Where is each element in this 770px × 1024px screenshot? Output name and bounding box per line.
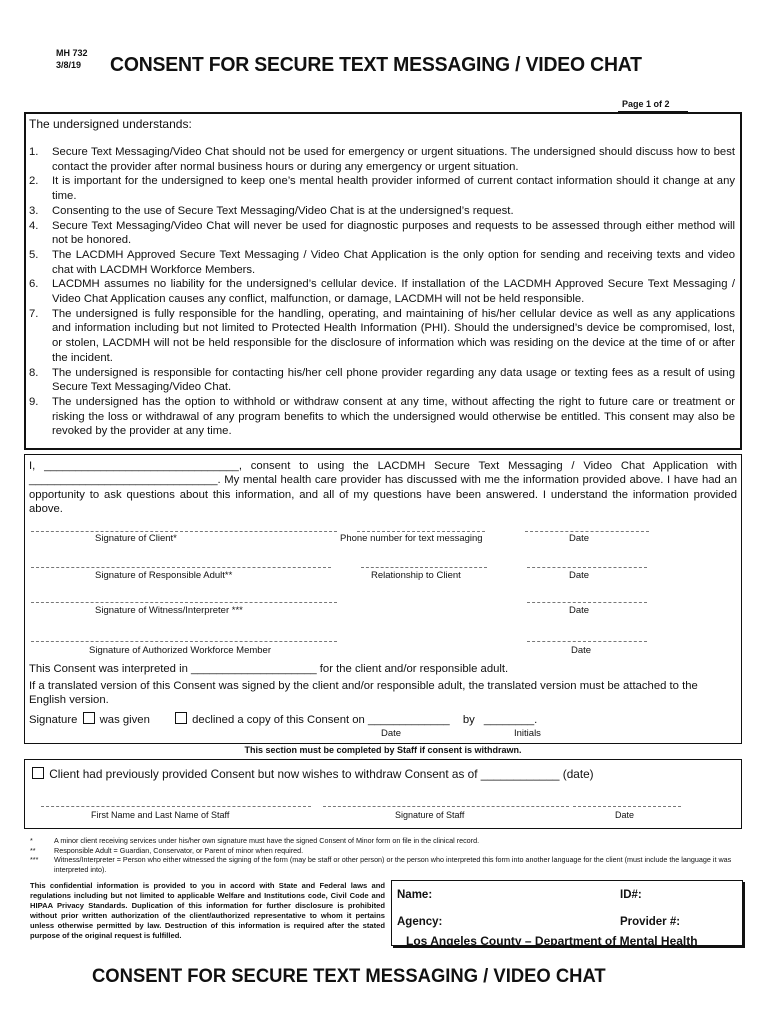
staff-signature-caption: Signature of Staff xyxy=(395,810,465,820)
id-label: ID#: xyxy=(620,889,642,901)
confidentiality-notice: This confidential information is provided to you in accord with State and Federal laws and regulations including but not limited to applicable Welfare and Institutions code, Civil Code and HIPAA Privacy Standards. Duplication of this information for further disclosure is prohibited without prior written authorization of the client/authorized representative to whom it pertains unless otherwise permitted by law. Destruction of this information is required after the stated purpose of the original request is fulfilled. xyxy=(30,881,385,940)
client-signature-caption: Signature of Client* xyxy=(95,533,177,544)
interpreted-line: This Consent was interpreted in ____________________ for the client and/or responsible adult. xyxy=(29,663,509,675)
client-id-box xyxy=(391,880,743,946)
witness-date-line[interactable] xyxy=(527,602,647,603)
withdrawal-box xyxy=(24,759,742,829)
consent-box xyxy=(24,454,742,744)
declined-date-field[interactable]: _____________ xyxy=(367,714,450,726)
staff-name-caption: First Name and Last Name of Staff xyxy=(91,810,230,820)
staff-signature-line[interactable] xyxy=(323,806,569,807)
declined-row: declined a copy of this Consent on _____________ by ________. xyxy=(173,712,537,726)
footnotes xyxy=(30,836,740,874)
translated-line: If a translated version of this Consent was signed by the client and/or responsible adult, the translated version must be attached to the English version. xyxy=(29,680,698,706)
terms-list xyxy=(29,145,735,439)
witness-signature-line[interactable] xyxy=(31,602,337,603)
witness-caption: Signature of Witness/Interpreter *** xyxy=(95,605,243,616)
form-date: 3/8/19 xyxy=(56,60,82,70)
withdraw-row: Client had previously provided Consent but now wishes to withdraw Consent as of ____________ (date) xyxy=(30,767,594,781)
agency-label: Agency: xyxy=(397,916,443,928)
terms-intro: The undersigned understands: xyxy=(29,117,192,131)
initials-caption: Initials xyxy=(514,728,541,739)
copy-given-row: Signature was given xyxy=(29,714,150,726)
client-date-line[interactable] xyxy=(525,531,649,532)
staff-date-caption: Date xyxy=(615,810,635,820)
term-item: 4. Secure Text Messaging/Video Chat will never be used for diagnostic purposes and requests to be assessed through either method will not be honored. xyxy=(29,219,735,247)
initials-field[interactable]: ________. xyxy=(483,714,538,726)
footer-title: CONSENT FOR SECURE TEXT MESSAGING / VIDEO CHAT xyxy=(92,966,606,987)
client-signature-line[interactable] xyxy=(31,531,337,532)
footnote: *** Witness/Interpreter = Person who either witnessed the signing of the form (may be staff or other person) or the person who interpreted this form into another language for the client (must include the language it was interpreted into). xyxy=(30,855,732,874)
responsible-date-line[interactable] xyxy=(527,567,647,568)
staff-name-line[interactable] xyxy=(41,806,311,807)
workforce-date-line[interactable] xyxy=(527,641,647,642)
term-item: 6. LACDMH assumes no liability for the undersigned’s cellular device. If installation of the LACDMH Approved Secure Text Messaging / Video Chat Application causes any conflict, malfunction, or damage, LACDMH will not be held responsible. xyxy=(29,278,735,306)
date-small-caption: Date xyxy=(381,728,402,739)
form-code-block xyxy=(56,47,88,71)
term-item: 7. The undersigned is fully responsible for the handling, operating, and maintaining of his/her cellular device as well as any applications and information including but not limited to Protected Health Information (PHI). Should the undersigned’s device be compromised, lost, or stolen, LACDMH will not be held responsible for the disclosure of information which was residing on the device at the time of or after the incident. xyxy=(29,307,735,364)
term-item: 8. The undersigned is responsible for contacting his/her cell phone provider regarding any data usage or texting fees as a result of using Secure Text Messaging/Video Chat. xyxy=(29,366,735,394)
provider-label: Provider #: xyxy=(620,916,681,928)
staff-date-line[interactable] xyxy=(573,806,681,807)
was-given-checkbox[interactable] xyxy=(83,712,95,724)
withdraw-consent-checkbox[interactable] xyxy=(32,767,44,779)
relationship-line[interactable] xyxy=(361,567,487,568)
page-number: Page 1 of 2 xyxy=(622,99,670,109)
term-item: 3. Consenting to the use of Secure Text Messaging/Video Chat is at the undersigned’s request. xyxy=(29,204,514,217)
phone-line[interactable] xyxy=(357,531,485,532)
declined-copy-checkbox[interactable] xyxy=(175,712,187,724)
term-item: 2. It is important for the undersigned to keep one’s mental health provider informed of current contact information should it change at any time. xyxy=(29,175,735,203)
name-label: Name: xyxy=(397,889,433,901)
term-item: 5. The LACDMH Approved Secure Text Messaging / Video Chat Application is the only option for sending and receiving texts and video chat with LACDMH Workforce Members. xyxy=(29,248,735,276)
form-code: MH 732 xyxy=(56,48,88,58)
date-caption: Date xyxy=(569,605,590,616)
phone-caption: Phone number for text messaging xyxy=(340,533,483,544)
date-caption: Date xyxy=(571,645,592,656)
term-item: 9. The undersigned has the option to withhold or withdraw consent at any time, without affecting the right to future care or treatment or risking the loss or withdrawal of any program benefits to which the undersigned would otherwise be entitled. This consent may also be revoked by the provider at any time. xyxy=(29,395,735,438)
responsible-adult-caption: Signature of Responsible Adult** xyxy=(95,570,233,581)
terms-box xyxy=(24,112,742,450)
department-name: Los Angeles County – Department of Mental Health xyxy=(406,934,698,948)
term-item: 1. Secure Text Messaging/Video Chat should not be used for emergency or urgent situations. The undersigned should discuss how to best contact the provider after normal business hours or during any emergency or urgent situation. xyxy=(29,146,735,173)
staff-section-note: This section must be completed by Staff if consent is withdrawn. xyxy=(244,745,522,755)
footnote: ** Responsible Adult = Guardian, Conservator, or Parent of minor when required. xyxy=(30,845,304,855)
page-title: CONSENT FOR SECURE TEXT MESSAGING / VIDEO CHAT xyxy=(110,54,642,76)
date-caption: Date xyxy=(569,533,590,544)
date-caption: Date xyxy=(569,570,590,581)
workforce-caption: Signature of Authorized Workforce Member xyxy=(89,645,271,656)
footnote: * A minor client receiving services under his/her own signature must have the signed Consent of Minor form on file in the clinical record. xyxy=(30,836,480,845)
consent-acknowledgement: I, _______________________________, consent to using the LACDMH Secure Text Messaging / Video Chat Application with ______________________________. My mental health care provider has discussed with me the information provided above. I have had an opportunity to ask questions about this information, and all of my questions have been answered. I understand the information provided above. xyxy=(29,460,737,515)
relationship-caption: Relationship to Client xyxy=(371,570,461,581)
workforce-signature-line[interactable] xyxy=(31,641,337,642)
responsible-adult-signature-line[interactable] xyxy=(31,567,331,568)
